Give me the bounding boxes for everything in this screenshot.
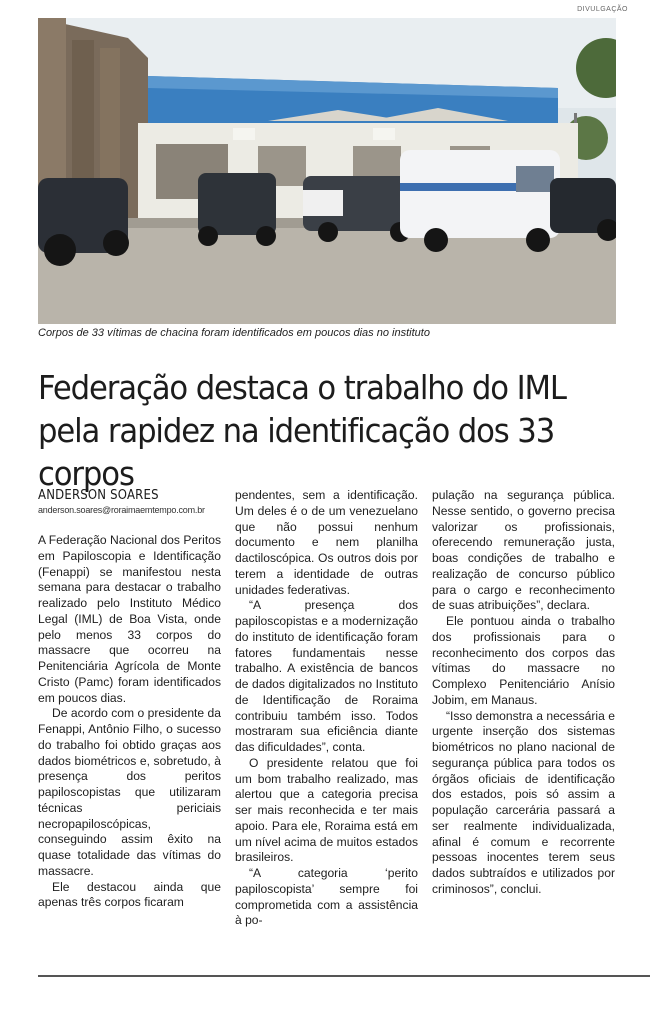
article-column-3: [432, 488, 615, 898]
photo-caption: Corpos de 33 vítimas de chacina foram identificados em poucos dias no instituto: [38, 327, 430, 339]
paragraph: “A categoria ‘perito papiloscopista’ sempre foi comprometida com a assistência à po-: [235, 866, 418, 928]
article-photo: [38, 18, 616, 324]
paragraph: O presidente relatou que foi um bom trabalho realizado, mas alertou que a categoria precisa ser mais reconhecida e ter mais apoio. Para ele, Roraima está em um nível acima de muitos estados brasileiros.: [235, 755, 418, 865]
article-column-1: [38, 488, 221, 911]
photo-illustration: [38, 18, 616, 324]
author-email[interactable]: anderson.soares@roraimaemtempo.com.br: [38, 505, 205, 515]
paragraph: De acordo com o presidente da Fenappi, Antônio Filho, o sucesso do trabalho foi obtido graças aos dados biométricos e, sobretudo, à presença dos peritos papiloscopistas que utilizaram técnicas periciais necropapiloscópicas, conseguindo assim êxito na quase totalidade das vítimas do massacre.: [38, 706, 221, 878]
page-divider: [38, 975, 650, 977]
paragraph: pulação na segurança pública. Nesse sentido, o governo precisa valorizar os profissionais, oferecendo remuneração justa, boas condições de trabalho e realização de concurso público para o cargo e reconhecimento de suas atribuições”, declara.: [432, 488, 615, 613]
photo-credit: DIVULGAÇÃO: [577, 6, 628, 13]
paragraph: Ele pontuou ainda o trabalho dos profissionais para o reconhecimento dos corpos das vítimas do massacre no Complexo Penitenciário Anísio Jobim, em Manaus.: [432, 614, 615, 707]
paragraph: A Federação Nacional dos Peritos em Papiloscopia e Identificação (Fenappi) se manifestou nesta semana para destacar o trabalho realizado pelo Instituto Médico Legal (IML) de Boa Vista, onde pelo menos 33 corpos do massacre que ocorreu na Penitenciária Agrícola de Monte Cristo (Pamc) foram identificados em poucos dias.: [38, 533, 221, 705]
article-column-2: [235, 488, 418, 929]
paragraph: “A presença dos papiloscopistas e a modernização do instituto de identificação foram fatores fundamentais nesse trabalho. A existência de bancos de dados digitalizados no Instituto de Identificação de Roraima contribuiu também isso. Todos mostraram sua eficiência diante das dificuldades”, conta.: [235, 598, 418, 754]
article-headline: Federação destaca o trabalho do IML pela rapidez na identificação dos 33 corpos: [38, 368, 566, 493]
author-name: ANDERSON SOARES: [38, 488, 159, 503]
paragraph: “Isso demonstra a necessária e urgente inserção dos sistemas biométricos no plano nacional de segurança pública para todos os órgãos oficiais de identificação dos estados, pois só assim a população carcerária passará a ser realmente individualizada, afinal é comum e recorrente pessoas inocentes terem seus dados subtraídos e utilizados por criminosos”, conclui.: [432, 708, 615, 896]
paragraph: pendentes, sem a identificação. Um deles é o de um venezuelano que não possui nenhum documento e nem planilha dactiloscópica. Os outros dois por terem a identidade de outras unidades federativas.: [235, 488, 418, 597]
paragraph: Ele destacou ainda que apenas três corpos ficaram: [38, 879, 221, 910]
